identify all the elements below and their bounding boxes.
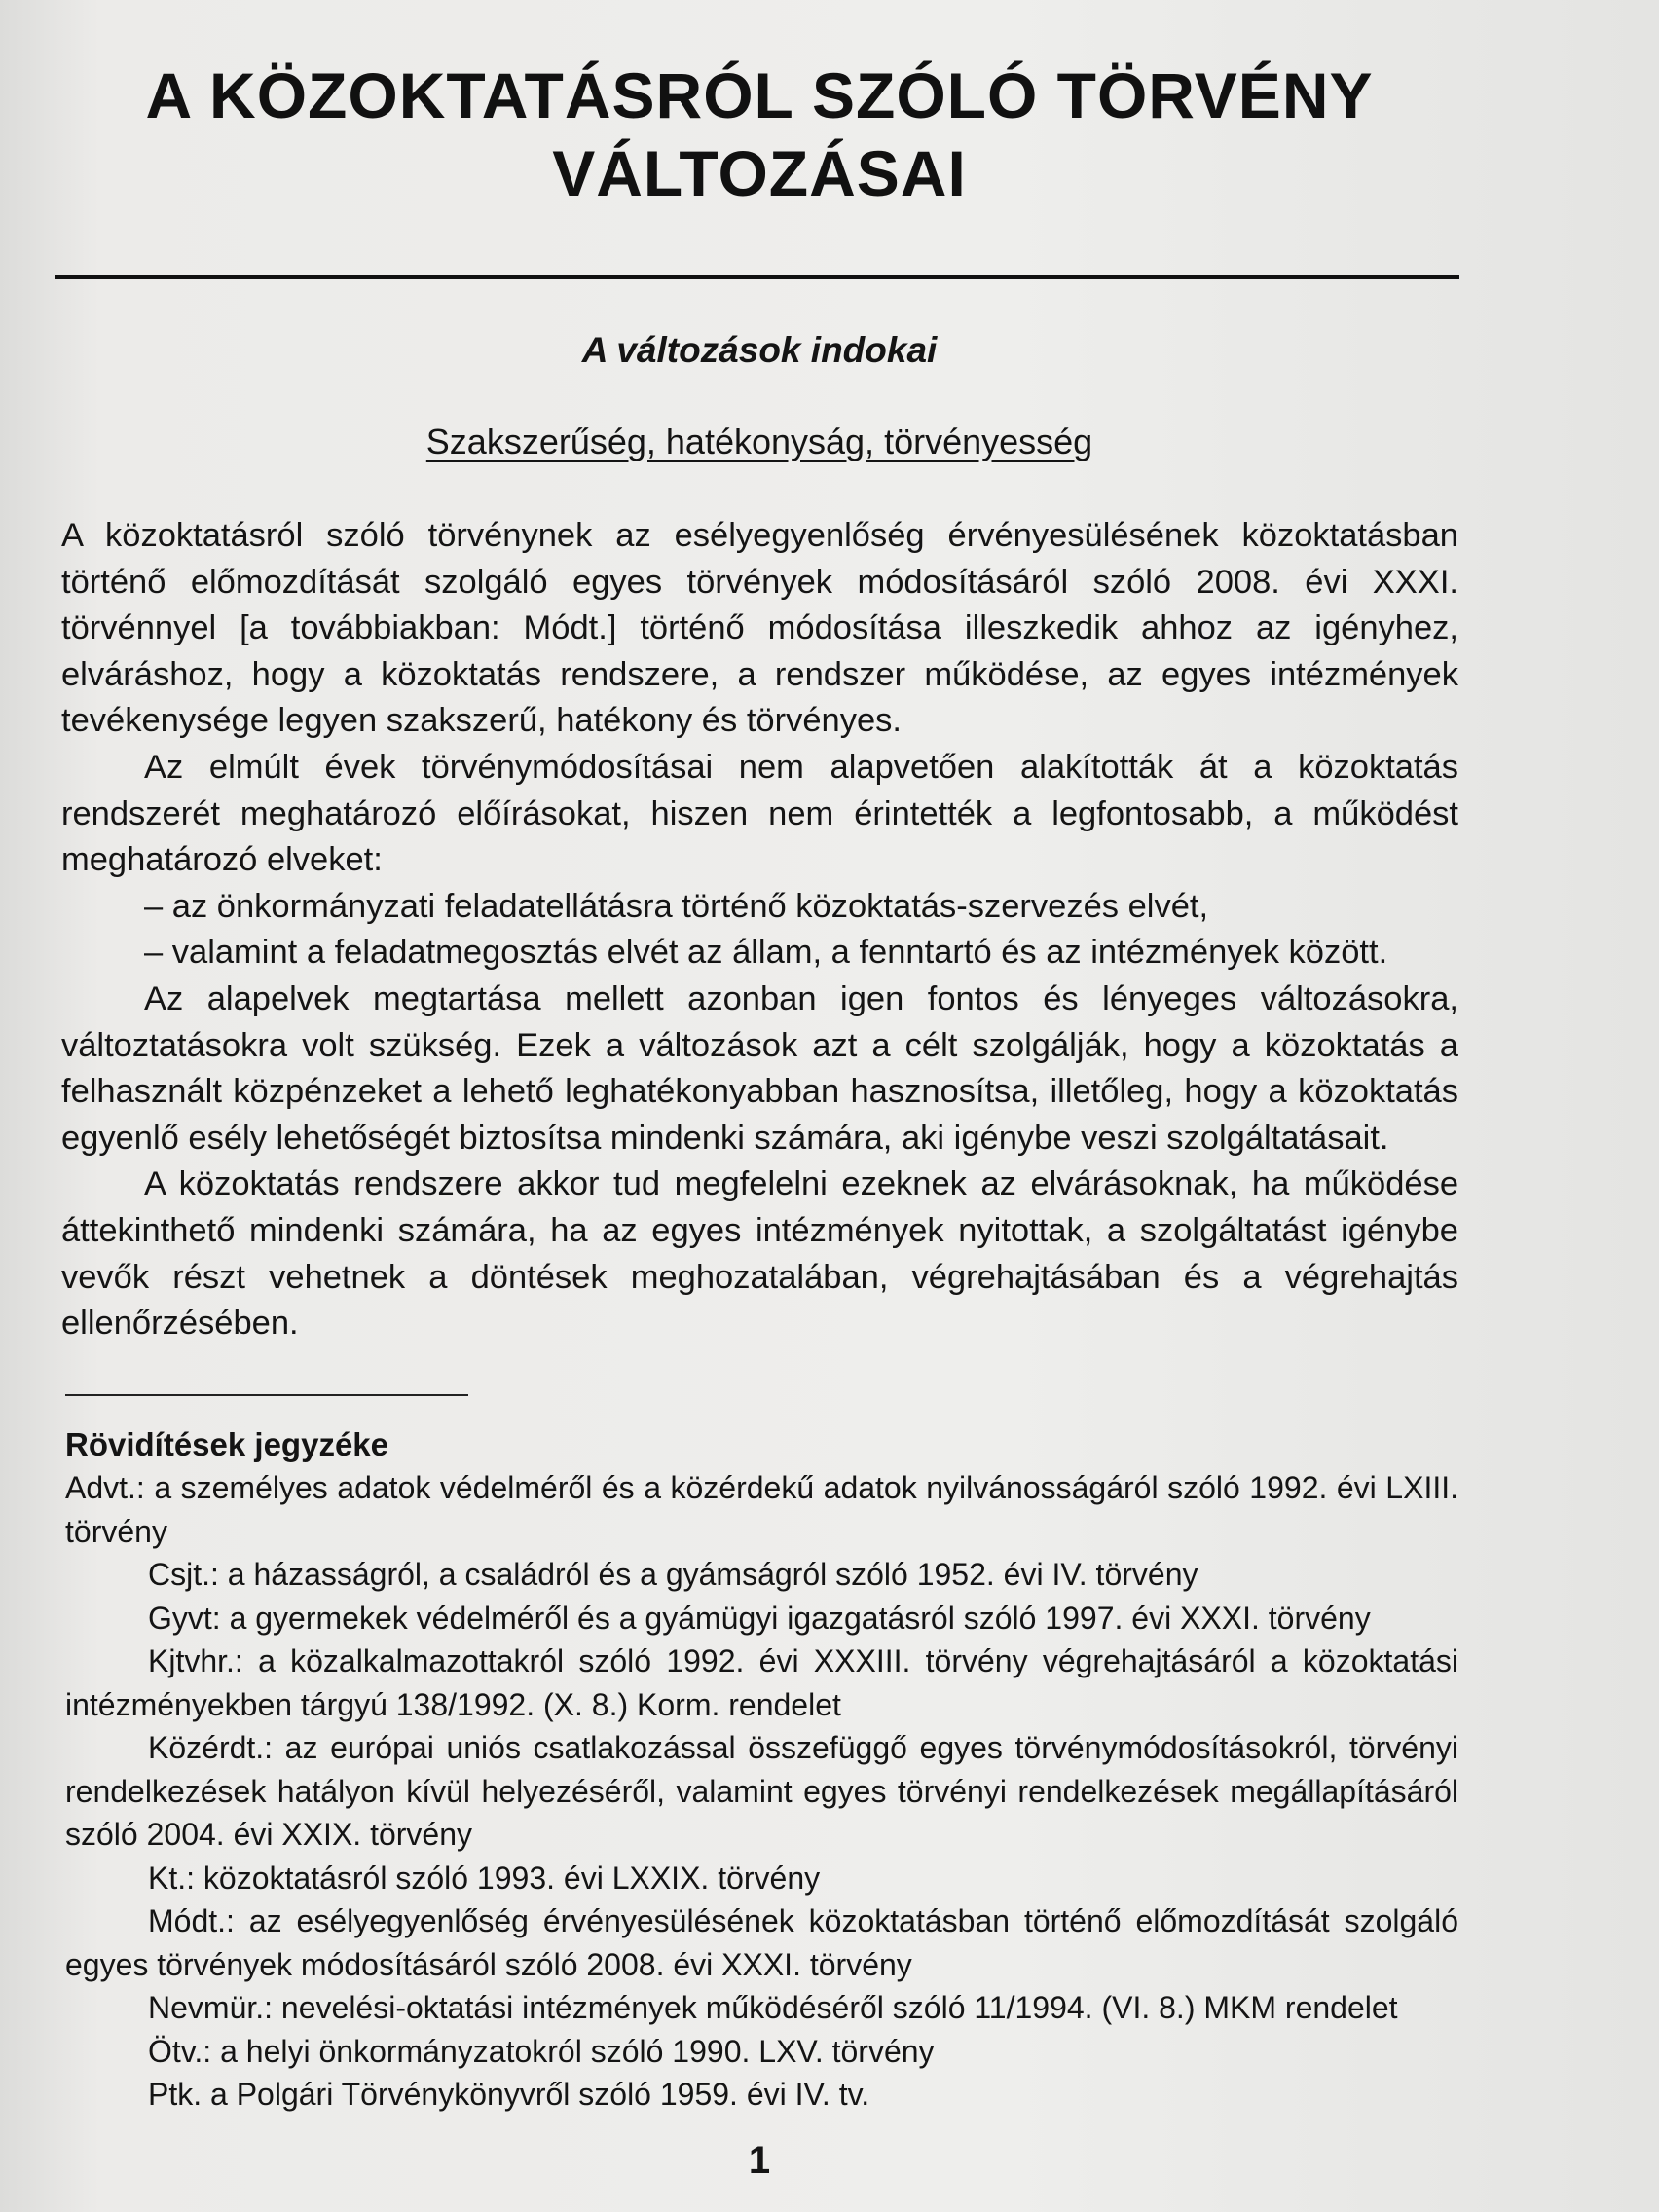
paragraph: Az elmúlt évek törvénymódosításai nem alapvetően alakították át a közoktatás rendszerét meghatározó előírásokat, hiszen nem érintették a legfontosabb, a működést meghatározó elveket: <box>61 748 1458 879</box>
abbreviation-item: Ptk. a Polgári Törvénykönyvről szóló 1959. évi IV. tv. <box>148 2077 870 2112</box>
abbreviation-item: Módt.: az esélyegyenlőség érvényesülésének közoktatásban történő előmozdítását szolgáló egyes törvények módosításáról szóló 2008. évi XXXI. törvény <box>65 1903 1458 1982</box>
abbreviation-item: Kt.: közoktatásról szóló 1993. évi LXXIX. törvény <box>148 1860 821 1896</box>
section-heading: Szakszerűség, hatékonyság, törvényesség <box>425 422 1093 461</box>
title-divider <box>55 275 1459 279</box>
abbreviation-item: Ötv.: a helyi önkormányzatokról szóló 1990. LXV. törvény <box>148 2033 935 2069</box>
subtitle: A változások indokai <box>581 330 938 370</box>
abbreviations-heading: Rövidítések jegyzéke <box>65 1426 388 1462</box>
abbreviations-list <box>65 1423 1458 2117</box>
list-item: – az önkormányzati feladatellátásra történő közoktatás-szervezés elvét, <box>144 887 1209 925</box>
list-item: – valamint a feladatmegosztás elvét az állam, a fenntartó és az intézmények között. <box>144 934 1388 972</box>
page-title: A KÖZOKTATÁSRÓL SZÓLÓ TÖRVÉNY VÁLTOZÁSAI <box>145 59 1374 209</box>
page-number: 1 <box>748 2139 771 2182</box>
paragraph: Az alapelvek megtartása mellett azonban igen fontos és lényeges változásokra, változtatásokra volt szükség. Ezek a változások azt a célt szolgálják, hogy a közoktatás a felhasznált közpénzeket a lehető leghatékonyabban hasznosítsa, illetőleg, hogy a közoktatás egyenlő esély lehetőségét biztosítsa mindenki számára, aki igénybe veszi szolgáltatásait. <box>61 979 1458 1157</box>
abbreviation-item: Nevmür.: nevelési-oktatási intézmények működéséről szóló 11/1994. (VI. 8.) MKM rendelet <box>148 1990 1398 2025</box>
paragraph: A közoktatás rendszere akkor tud megfelelni ezeknek az elvárásoknak, ha működése áttekinthető mindenki számára, ha az egyes intézmények nyitottak, a szolgáltatást igénybe vevők részt vehetnek a döntések meghozatalában, végrehajtásában és a végrehajtás ellenőrzésében. <box>61 1165 1458 1343</box>
abbreviation-item: Kjtvhr.: a közalkalmazottakról szóló 1992. évi XXXIII. törvény végrehajtásáról a közoktatási intézményekben tárgyú 138/1992. (X. 8.) Korm. rendelet <box>65 1643 1458 1722</box>
abbreviation-item: Advt.: a személyes adatok védelméről és a közérdekű adatok nyilvánosságáról szóló 1992. évi LXIII. törvény <box>65 1470 1458 1549</box>
paragraph: A közoktatásról szóló törvénynek az esélyegyenlőség érvényesülésének közoktatásban történő előmozdítását szolgáló egyes törvények módosításáról szóló 2008. évi XXXI. törvénnyel [a továbbiakban: Módt.] történő módosítása illeszkedik ahhoz az igényhez, elváráshoz, hogy a közoktatás rendszere, a rendszer működése, az egyes intézmények tevékenysége legyen szakszerű, hatékony és törvényes. <box>61 517 1458 740</box>
abbreviation-item: Közérdt.: az európai uniós csatlakozással összefüggő egyes törvénymódosításokról, törvényi rendelkezések hatályon kívül helyezéséről, valamint egyes törvényi rendelkezések megállapításáról szóló 2004. évi XXIX. törvény <box>65 1730 1458 1852</box>
abbreviation-item: Gyvt: a gyermekek védelméről és a gyámügyi igazgatásról szóló 1997. évi XXXI. törvény <box>148 1600 1371 1636</box>
body-text <box>61 513 1458 1347</box>
abbreviation-item: Csjt.: a házasságról, a családról és a gyámságról szóló 1952. évi IV. törvény <box>148 1557 1198 1592</box>
footnote-divider <box>65 1394 468 1396</box>
